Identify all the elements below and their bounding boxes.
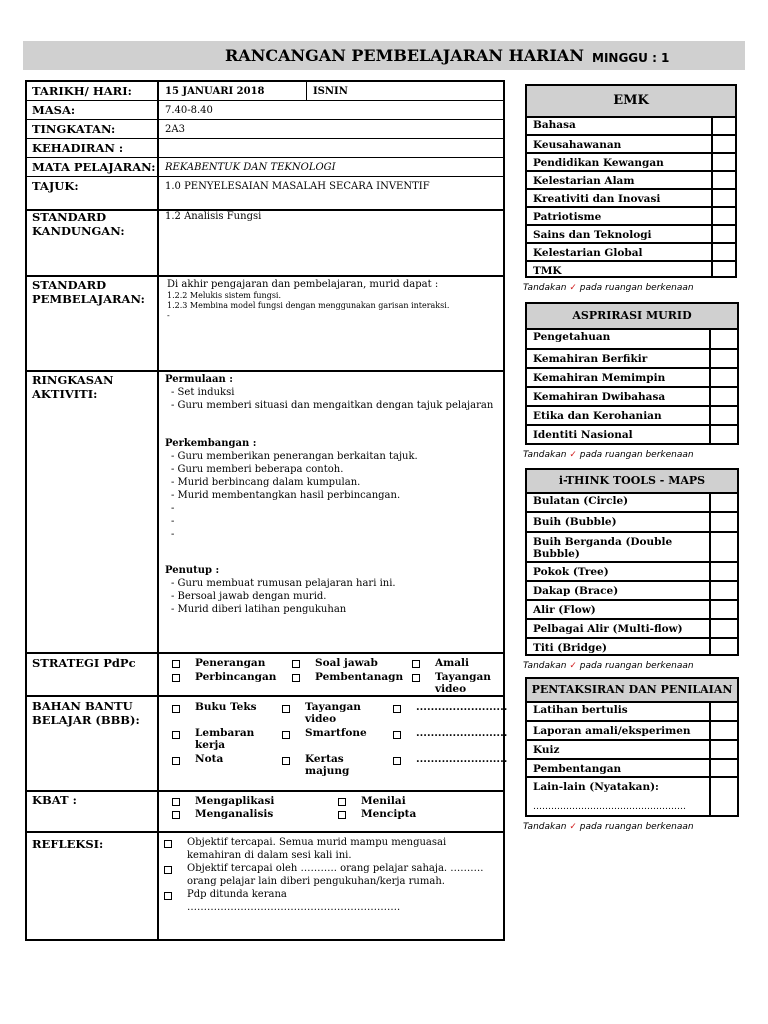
checkbox[interactable] <box>282 757 290 765</box>
checkbox[interactable] <box>292 674 300 682</box>
emk-item: Sains dan Teknologi <box>527 224 735 242</box>
tick-icon: ✓ <box>569 450 577 460</box>
emk-panel <box>525 84 737 278</box>
checkbox[interactable] <box>172 731 180 739</box>
checkbox[interactable] <box>164 840 172 848</box>
strategi-option: Penerangan <box>195 657 266 669</box>
activity-item: - <box>171 516 175 527</box>
bbb-option: Lembaran kerja <box>195 727 255 751</box>
lesson-plan-table <box>25 80 508 941</box>
strategi-option: Perbincangan <box>195 671 277 683</box>
penutup-title: Penutup : <box>165 565 220 576</box>
emk-item: Kreativiti dan Inovasi <box>527 188 735 206</box>
emk-item: Keusahawanan <box>527 134 735 152</box>
page-title: RANCANGAN PEMBELAJARAN HARIAN <box>225 46 584 65</box>
pentaksiran-lain <box>527 776 737 815</box>
ithink-title: i-THINK TOOLS - MAPS <box>527 470 737 494</box>
activity-item: - Guru membuat rumusan pelajaran hari ini. <box>171 578 396 589</box>
ringkasan-label-2: AKTIVITI: <box>32 387 98 401</box>
refleksi-item: Pdp ditunda kerana ………………………………………………………. <box>187 889 401 913</box>
aspirasi-panel <box>525 302 739 445</box>
checkbox[interactable] <box>172 811 180 819</box>
pentaksiran-panel <box>525 677 739 817</box>
bbb-option: ......................... <box>416 727 508 739</box>
mata-pelajaran-label: MATA PELAJARAN: <box>32 160 156 174</box>
bbb-option: Smartfone <box>305 727 367 739</box>
bbb-option: ......................... <box>416 753 508 765</box>
tajuk-value: 1.0 PENYELESAIAN MASALAH SECARA INVENTIF <box>165 181 430 192</box>
standard-kandungan-label-1: STANDARD <box>32 210 107 224</box>
checkbox[interactable] <box>412 660 420 668</box>
checkbox[interactable] <box>393 731 401 739</box>
bbb-option: Buku Teks <box>195 701 257 713</box>
checkbox[interactable] <box>164 866 172 874</box>
aspirasi-item: Kemahiran Dwibahasa <box>527 386 737 405</box>
tick-icon: ✓ <box>569 283 577 293</box>
strategi-option: Soal jawab <box>315 657 378 669</box>
sp-intro: Di akhir pengajaran dan pembelajaran, murid dapat : <box>167 279 439 290</box>
permulaan-title: Permulaan : <box>165 374 233 385</box>
strategi-option: Pembentanagn <box>315 671 404 683</box>
ithink-item: Pelbagai Alir (Multi-flow) <box>527 618 737 637</box>
ithink-panel <box>525 468 739 656</box>
standard-kandungan-value: 1.2 Analisis Fungsi <box>165 211 262 222</box>
aspirasi-item: Pengetahuan <box>533 331 611 343</box>
checkbox[interactable] <box>164 892 172 900</box>
checkbox[interactable] <box>292 660 300 668</box>
aspirasi-item: Kemahiran Memimpin <box>527 367 737 386</box>
pentaksiran-title: PENTAKSIRAN DAN PENILAIAN <box>527 679 737 703</box>
ithink-item: Buih Berganda (Double Bubble) <box>527 531 737 561</box>
pentaksiran-item: Pembentangan <box>527 758 737 776</box>
perkembangan-title: Perkembangan : <box>165 438 257 449</box>
hari-value: ISNIN <box>313 86 348 97</box>
standard-pembelajaran-label-1: STANDARD <box>32 278 107 292</box>
tajuk-label: TAJUK: <box>32 179 79 193</box>
checkbox[interactable] <box>282 731 290 739</box>
emk-item: TMK <box>527 260 735 276</box>
checkbox[interactable] <box>172 757 180 765</box>
sp-item: 1.2.3 Membina model fungsi dengan menggunakan garisan interaksi. <box>167 301 450 310</box>
aspirasi-item: Identiti Nasional <box>527 424 737 443</box>
bbb-option: Nota <box>195 753 224 765</box>
checkbox[interactable] <box>412 674 420 682</box>
emk-item: Patriotisme <box>527 206 735 224</box>
checkbox[interactable] <box>172 660 180 668</box>
bbb-label-2: BELAJAR (BBB): <box>32 713 140 727</box>
tingkatan-label: TINGKATAN: <box>32 122 116 136</box>
kbat-option: Menilai <box>361 795 406 807</box>
standard-pembelajaran-label-2: PEMBELAJARAN: <box>32 292 145 306</box>
emk-item: Pendidikan Kewangan <box>527 152 735 170</box>
sp-item: 1.2.2 Melukis sistem fungsi. <box>167 291 282 300</box>
aspirasi-item: Etika dan Kerohanian <box>527 405 737 424</box>
pentaksiran-lain-line[interactable]: …………………………………………… <box>533 802 686 812</box>
ithink-item: Titi (Bridge) <box>527 637 737 654</box>
tarikh-label: TARIKH/ HARI: <box>32 84 132 98</box>
activity-item: - Murid diberi latihan pengukuhan <box>171 604 347 615</box>
refleksi-item: Objektif tercapai. Semua murid mampu menguasai kemahiran di dalam sesi kali ini. <box>187 837 447 861</box>
tingkatan-value: 2A3 <box>165 124 185 135</box>
ithink-item: Bulatan (Circle) <box>533 495 629 507</box>
tick-icon: ✓ <box>569 822 577 832</box>
standard-kandungan-label-2: KANDUNGAN: <box>32 224 125 238</box>
strategi-option: Tayangan video <box>435 671 491 695</box>
bbb-option: ......................... <box>416 701 508 713</box>
ithink-item: Dakap (Brace) <box>527 580 737 599</box>
activity-item: - Murid membentangkan hasil perbincangan. <box>171 490 401 501</box>
checkbox[interactable] <box>172 705 180 713</box>
kbat-label: KBAT : <box>32 793 77 807</box>
activity-item: - Set induksi <box>171 387 235 398</box>
checkbox[interactable] <box>282 705 290 713</box>
tick-note: Tandakan ✓ pada ruangan berkenaan <box>523 822 694 832</box>
refleksi-item: Objektif tercapai oleh ……….. orang pelajar sahaja. ………. orang pelajar lain diberi pengukuhan/kerja rumah. <box>187 863 484 887</box>
masa-value: 7.40-8.40 <box>165 105 213 116</box>
emk-title: EMK <box>527 86 735 118</box>
bbb-option: Tayangan video <box>305 701 361 725</box>
strategi-option: Amali <box>435 657 470 669</box>
refleksi-label: REFLEKSI: <box>32 837 104 851</box>
tick-note: Tandakan ✓ pada ruangan berkenaan <box>523 283 694 293</box>
activity-item: - <box>171 529 175 540</box>
ithink-item: Buih (Bubble) <box>527 511 737 531</box>
tick-note: Tandakan ✓ pada ruangan berkenaan <box>523 450 694 460</box>
tarikh-value: 15 JANUARI 2018 <box>165 86 265 97</box>
sp-item: - <box>167 311 170 320</box>
checkbox[interactable] <box>338 798 346 806</box>
activity-item: - Guru memberi beberapa contoh. <box>171 464 344 475</box>
kbat-option: Menganalisis <box>195 808 274 820</box>
checkbox[interactable] <box>172 674 180 682</box>
kehadiran-label: KEHADIRAN : <box>32 141 124 155</box>
ithink-item: Pokok (Tree) <box>527 561 737 580</box>
bbb-label-1: BAHAN BANTU <box>32 699 133 713</box>
checkbox[interactable] <box>393 757 401 765</box>
activity-item: - Murid berbincang dalam kumpulan. <box>171 477 361 488</box>
checkbox[interactable] <box>393 705 401 713</box>
pentaksiran-item: Kuiz <box>527 739 737 758</box>
checkbox[interactable] <box>338 811 346 819</box>
ringkasan-label-1: RINGKASAN <box>32 373 114 387</box>
tick-icon: ✓ <box>569 661 577 671</box>
bbb-option: Kertas majung <box>305 753 350 777</box>
pentaksiran-item: Latihan bertulis <box>533 704 628 716</box>
strategi-label: STRATEGI PdPc <box>32 656 136 670</box>
pentaksiran-item: Laporan amali/eksperimen <box>527 720 737 739</box>
ithink-item: Alir (Flow) <box>527 599 737 618</box>
mata-pelajaran-value: REKABENTUK DAN TEKNOLOGI <box>165 162 336 173</box>
pentaksiran-lain-label: Lain-lain (Nyatakan): <box>533 781 659 793</box>
emk-item: Bahasa <box>533 119 576 131</box>
activity-item: - Guru memberi situasi dan mengaitkan dengan tajuk pelajaran <box>171 400 494 411</box>
activity-item: - Bersoal jawab dengan murid. <box>171 591 327 602</box>
aspirasi-item: Kemahiran Berfikir <box>527 348 737 367</box>
tick-note: Tandakan ✓ pada ruangan berkenaan <box>523 661 694 671</box>
emk-item: Kelestarian Global <box>527 242 735 260</box>
activity-item: - <box>171 503 175 514</box>
kbat-option: Mengaplikasi <box>195 795 275 807</box>
aspirasi-title: ASPRIRASI MURID <box>527 304 737 330</box>
kbat-option: Mencipta <box>361 808 417 820</box>
week-label: MINGGU : 1 <box>592 51 670 65</box>
emk-item: Kelestarian Alam <box>527 170 735 188</box>
activity-item: - Guru memberikan penerangan berkaitan tajuk. <box>171 451 418 462</box>
masa-label: MASA: <box>32 103 76 117</box>
checkbox[interactable] <box>172 798 180 806</box>
column-divider-hari <box>306 82 307 100</box>
